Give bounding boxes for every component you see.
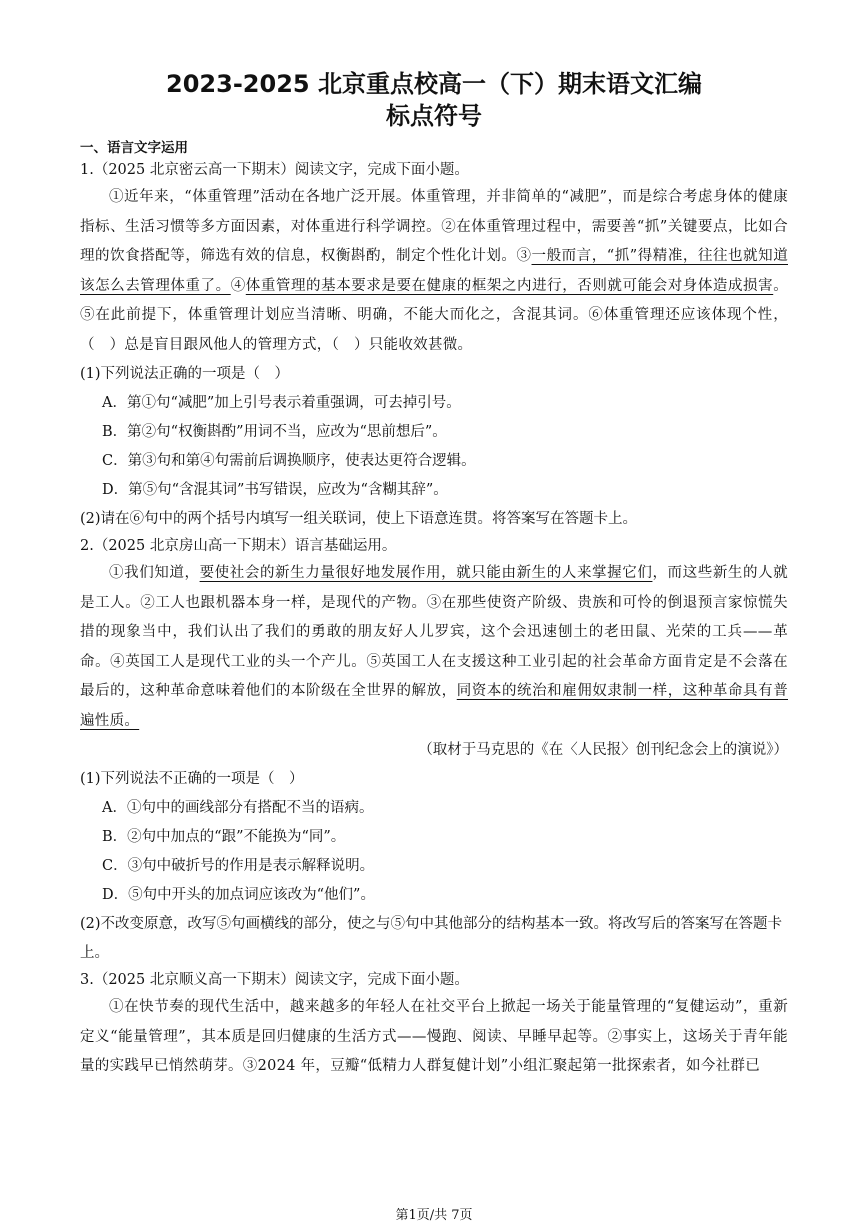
question-1-option-c: C．第③句和第④句需前后调换顺序，使表达更符合逻辑。: [102, 453, 476, 469]
source-citation: （取材于马克思的《在〈人民报〉创刊纪念会上的演说》）: [418, 742, 788, 758]
document-title: 2023-2025 北京重点校高一（下）期末语文汇编: [166, 70, 702, 98]
question-1-sub-2: (2)请在⑥句中的两个括号内填写一组关联词，使上下语意连贯。将答案写在答题卡上。: [80, 511, 638, 527]
underlined-sentence-4: 体重管理的基本要求是要在健康的框架之内进行，否则就可能会对身体造成损害: [245, 277, 774, 294]
passage-text: ①我们知道，: [109, 565, 200, 581]
question-1-option-d: D．第⑤句“含混其词”书写错误，应改为“含糊其辞”。: [102, 482, 448, 498]
document-subtitle: 标点符号: [386, 102, 482, 130]
underlined-clause-1: 要使社会的新生力量很好地发展作用，就只能由新生的人来掌握它们: [199, 565, 653, 581]
question-3-passage: ①在快节奏的现代生活中，越来越多的年轻人在社交平台上掀起一场关于能量管理的“复健运动”，重新定义“能量管理”，其本质是回归健康的生活方式——慢跑、阅读、早睡早起等。②事实上，这场关于青年能量的实践早已悄然萌芽。③2024 年，豆瓣“低精力人群复健计划”小组汇聚起第一批探索者，如今社群已: [80, 999, 788, 1074]
passage-text: ①近年来，“体重管理”活动在各地广泛开展。体重管理，并非简单的“减肥”，而是综合考虑身体的健康指标、生活习惯等多方面因素，对体重进行科学调控。②在体重管理过程中，需要善“抓”关键要点，比如合理的饮食搭配等，筛选有效的信息，权衡斟酌，制定个性化计划。③: [80, 189, 788, 264]
passage-text: 。⑤在此前提下，体重管理计划应当清晰、明确，不能大而化之，含混其词。⑥体重管理还应该体现个性，（ ）总是盲目跟风他人的管理方式，（ ）只能收效甚微。: [80, 277, 789, 353]
question-2-heading: 2.（2025 北京房山高一下期末）语言基础运用。: [80, 538, 397, 554]
question-2-sub-1: (1)下列说法不正确的一项是（ ）: [80, 771, 304, 787]
question-3-heading: 3.（2025 北京顺义高一下期末）阅读文字，完成下面小题。: [80, 972, 469, 988]
question-1-option-b: B．第②句“权衡斟酌”用词不当，应改为“思前想后”。: [102, 424, 447, 440]
question-1-sub-1: (1)下列说法正确的一项是（ ）: [80, 366, 290, 382]
passage-text: ，而这些新生的人就是工人。②工人也跟机器本身一样，是现代的产物。③在那些使资产阶级、贵族和可怜的倒退预言家惊慌失措的现象当中，我们认出了我们的勇敢的朋友好人儿罗宾，这个会迅速刨土的老田鼠、光荣的工兵——革命。④英国工人是现代工业的头一个产儿。⑤英国工人在支援这种工业引起的社会革命方面肯定是不会落在最后的，这种革命意味着他们的本阶级在全世界的解放，: [80, 565, 788, 699]
question-2-sub-2: (2)不改变原意，改写⑤句画横线的部分，使之与⑤句中其他部分的结构基本一致。将改写后的答案写在答题卡上。: [80, 916, 783, 961]
question-1-passage: [80, 183, 788, 360]
underlined-clause-5: 同资本的统治和雇佣奴隶制一样，这种革命具有普遍性质。: [80, 683, 788, 729]
question-2-option-d: D．⑤句中开头的加点词应该改为“他们”。: [102, 887, 375, 903]
section-heading: 一、语言文字运用: [80, 140, 188, 156]
page-footer: 第1页/共 7页: [395, 1208, 473, 1223]
question-2-option-c: C．③句中破折号的作用是表示解释说明。: [102, 858, 375, 874]
question-1-heading: 1.（2025 北京密云高一下期末）阅读文字，完成下面小题。: [80, 162, 469, 178]
question-2-option-b: B．②句中加点的“跟”不能换为“同”。: [102, 829, 346, 845]
passage-text: ④: [230, 277, 246, 294]
underlined-sentence-3: 一般而言，“抓”得精准，往往也就知道该怎么去管理体重了。: [80, 248, 788, 294]
question-2-option-a: A．①句中的画线部分有搭配不当的语病。: [102, 800, 374, 816]
question-2-passage: [80, 559, 788, 736]
question-1-option-a: A．第①句“减肥”加上引号表示着重强调，可去掉引号。: [102, 395, 461, 411]
